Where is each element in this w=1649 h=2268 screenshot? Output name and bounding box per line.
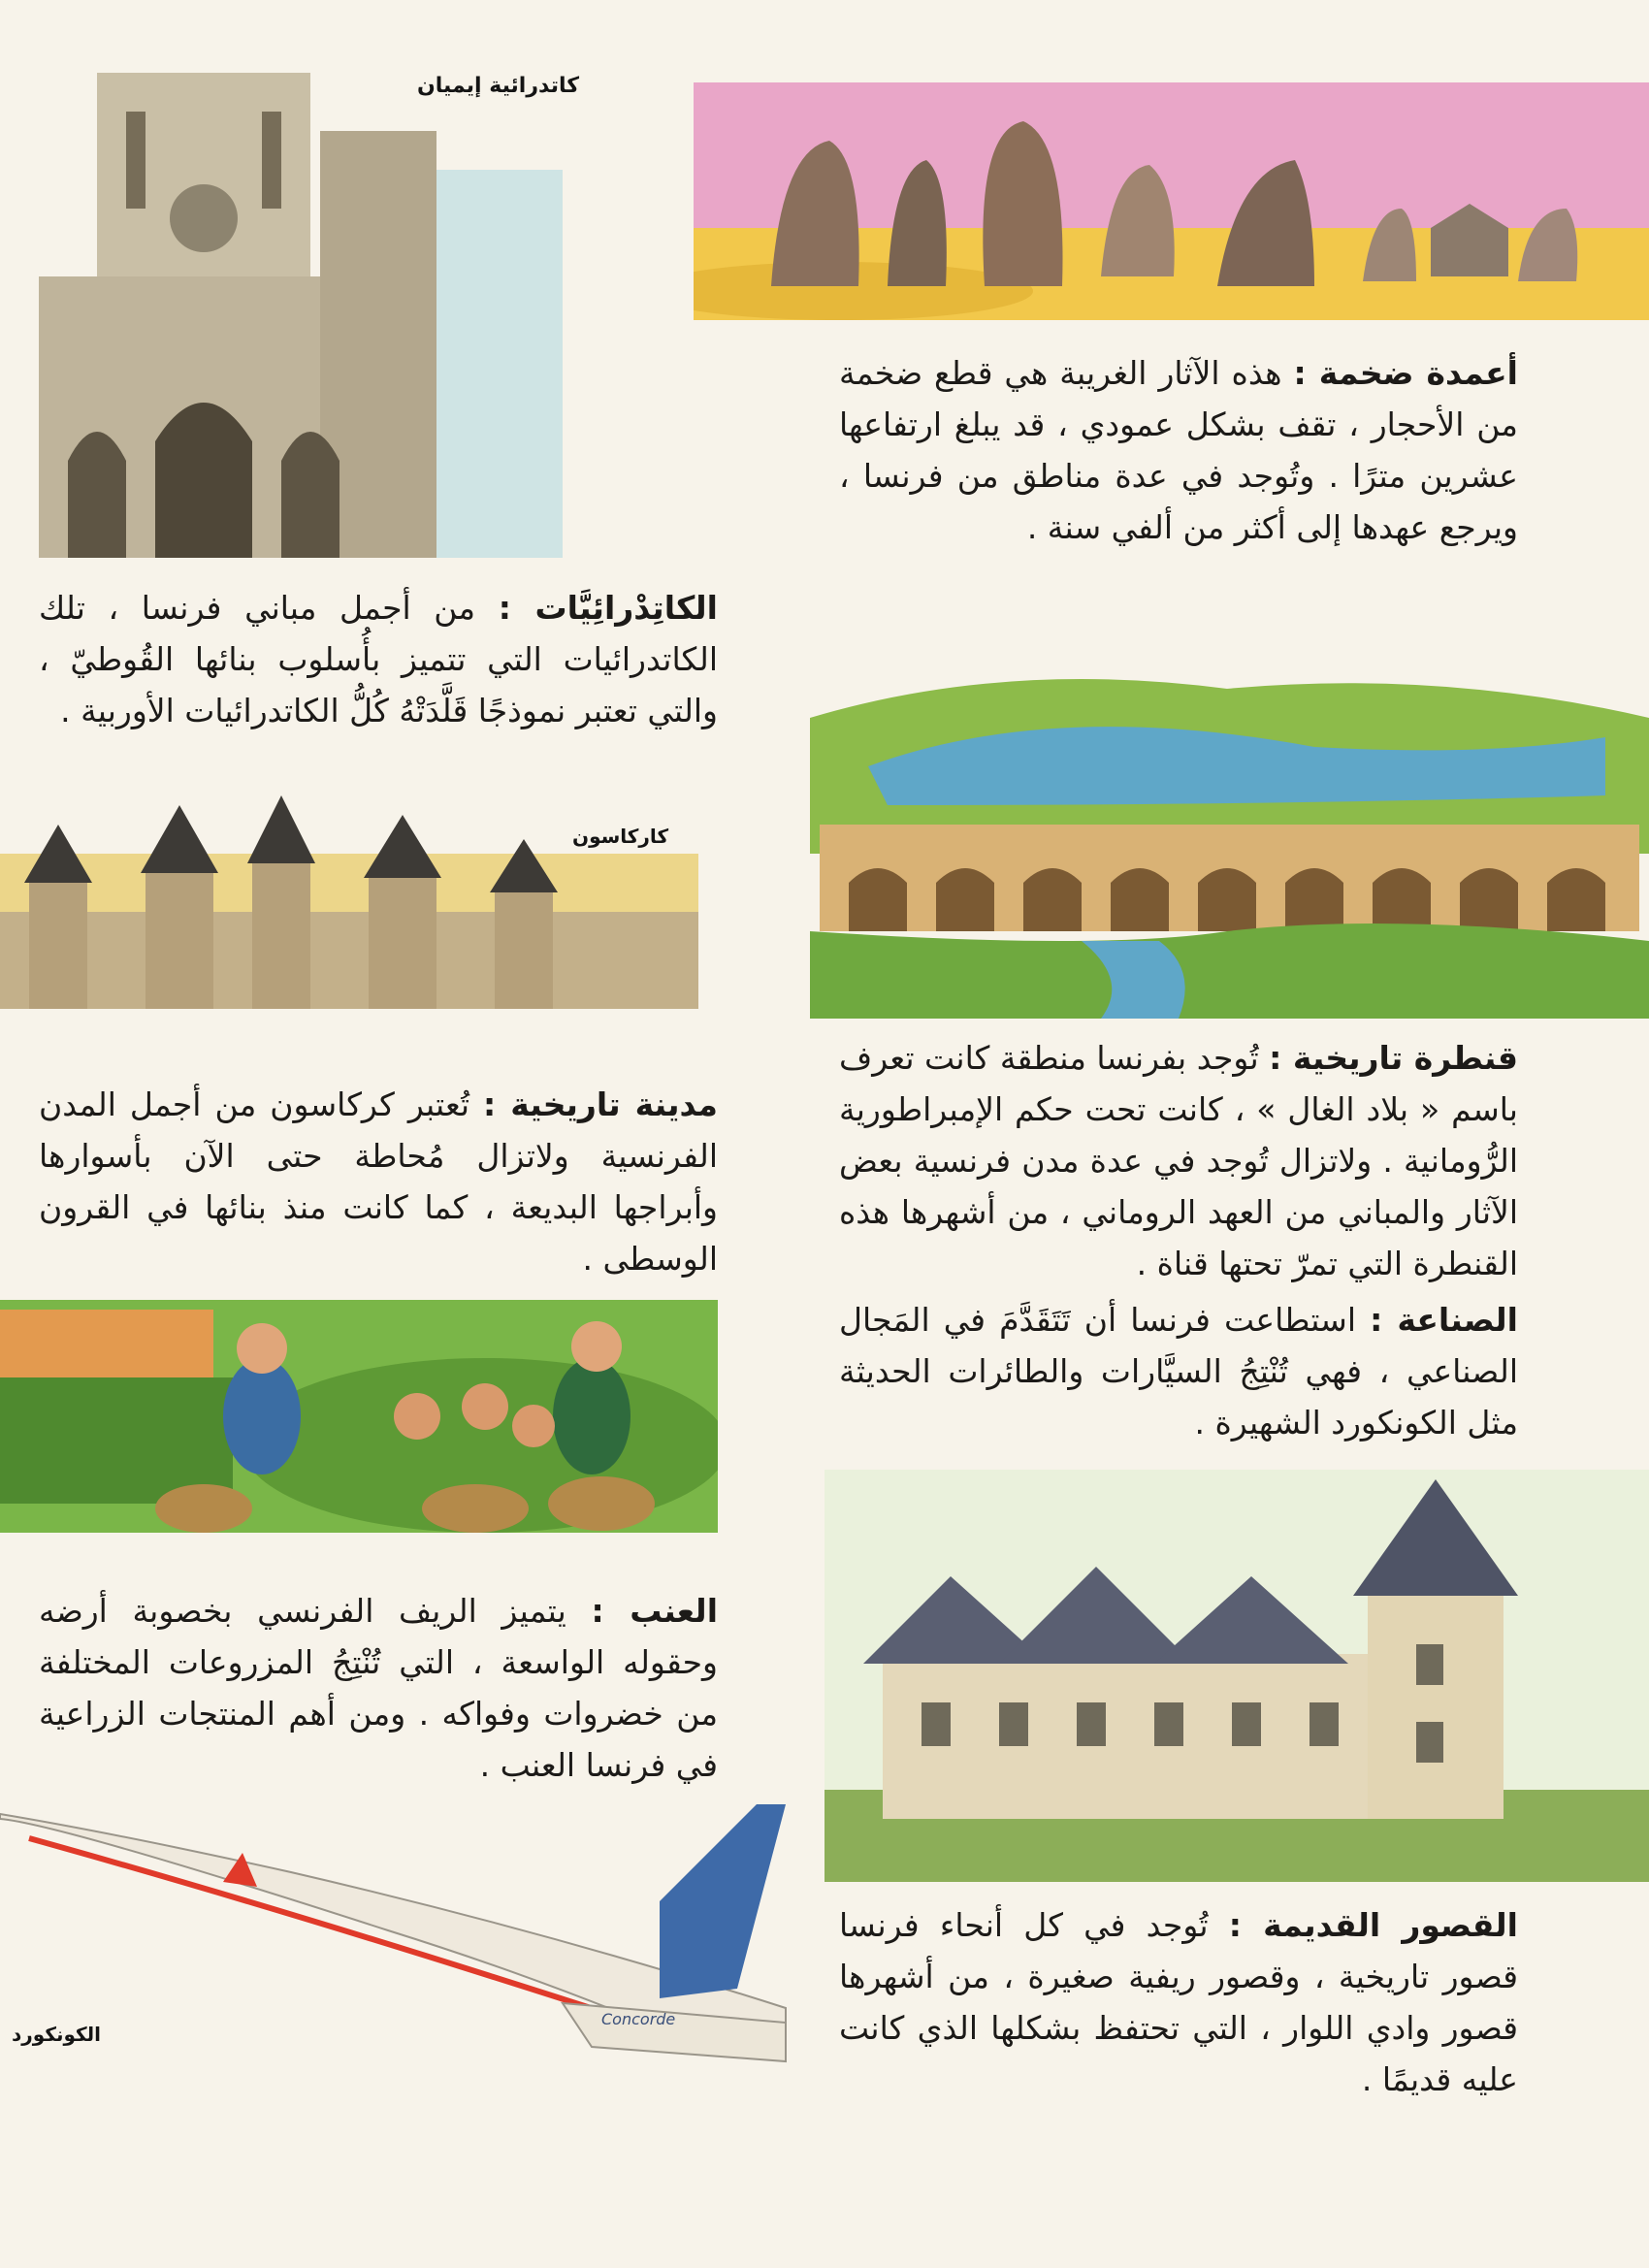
- aqueduct-body: تُوجد بفرنسا منطقة كانت تعرف باسم « بلاد الغال » ، كانت تحت حكم الإمبراطورية الرُّومانية . ولاتزال تُوجد في عدة مدن فرنسية بعض الآثار والمباني من العهد الروماني ، من أشهرها هذه القنطرة التي تمرّ تحتها قناة .: [839, 1039, 1518, 1282]
- cathedrals-paragraph: [39, 582, 718, 736]
- aqueduct-paragraph: [839, 1032, 1518, 1289]
- concorde-caption: الكونكورد: [12, 2023, 101, 2046]
- aqueduct-term: قنطرة تاريخية :: [1269, 1039, 1518, 1077]
- cathedrals-term: الكاتِدْرائِيَّات :: [498, 589, 718, 627]
- menhirs-paragraph: [839, 347, 1518, 553]
- grape-harvest-illustration: [0, 1271, 718, 1533]
- amiens-cathedral-illustration: [0, 53, 563, 558]
- carcassonne-caption: كاركاسون: [572, 825, 669, 848]
- historic-city-term: مدينة تاريخية :: [483, 1085, 718, 1123]
- carcassonne-illustration: [0, 786, 698, 1009]
- industry-body: استطاعت فرنسا أن تَتَقَدَّمَ في المَجال الصناعي ، فهي تُنْتِجُ السيَّارات والطائرات الحديثة مثل الكونكورد الشهيرة .: [839, 1301, 1518, 1442]
- grapes-paragraph: [39, 1585, 718, 1791]
- menhirs-illustration: [694, 82, 1649, 320]
- historic-city-body: تُعتبر كركاسون من أجمل المدن الفرنسية ولاتزال مُحاطة حتى الآن بأسوارها وأبراجها البديعة ، كما كانت منذ بنائها في القرون الوسطى .: [39, 1085, 718, 1278]
- historic-city-paragraph: [39, 1079, 718, 1284]
- castles-paragraph: [839, 1899, 1518, 2105]
- castles-term: القصور القديمة :: [1228, 1906, 1518, 1944]
- castle-illustration: [824, 1470, 1649, 1882]
- industry-term: الصناعة :: [1370, 1301, 1518, 1339]
- concorde-livery-text: Concorde: [601, 2010, 676, 2028]
- amiens-cathedral-caption: كاتدرائية إيميان: [417, 74, 580, 98]
- castles-body: تُوجد في كل أنحاء فرنسا قصور تاريخية ، وقصور ريفية صغيرة ، من أشهرها قصور وادي اللوار ، التي تحتفظ بشكلها الذي كانت عليه قديمًا .: [839, 1906, 1518, 2098]
- grapes-body: يتميز الريف الفرنسي بخصوبة أرضه وحقوله الواسعة ، التي تُنْتِجُ المزروعات المختلفة من خضروات وفواكه . ومن أهم المنتجات الزراعية في فرنسا العنب .: [39, 1592, 718, 1784]
- industry-paragraph: [839, 1294, 1518, 1448]
- menhirs-term: أعمدة ضخمة :: [1293, 354, 1518, 392]
- grapes-term: العنب :: [591, 1592, 719, 1630]
- menhirs-body: هذه الآثار الغريبة هي قطع ضخمة من الأحجار ، تقف بشكل عمودي ، قد يبلغ ارتفاعها عشرين مترًا . وتُوجد في عدة مناطق من فرنسا ، ويرجع عهدها إلى أكثر من ألفي سنة .: [839, 354, 1518, 546]
- cathedrals-body: من أجمل مباني فرنسا ، تلك الكاتدرائيات التي تتميز بأُسلوب بنائها القُوطيّ ، والتي تعتبر نموذجًا قَلَّدَتْهُ كُلُّ الكاتدرائيات الأوربية .: [39, 589, 718, 729]
- aqueduct-illustration: [810, 660, 1649, 1019]
- concorde-illustration: [0, 1785, 795, 2076]
